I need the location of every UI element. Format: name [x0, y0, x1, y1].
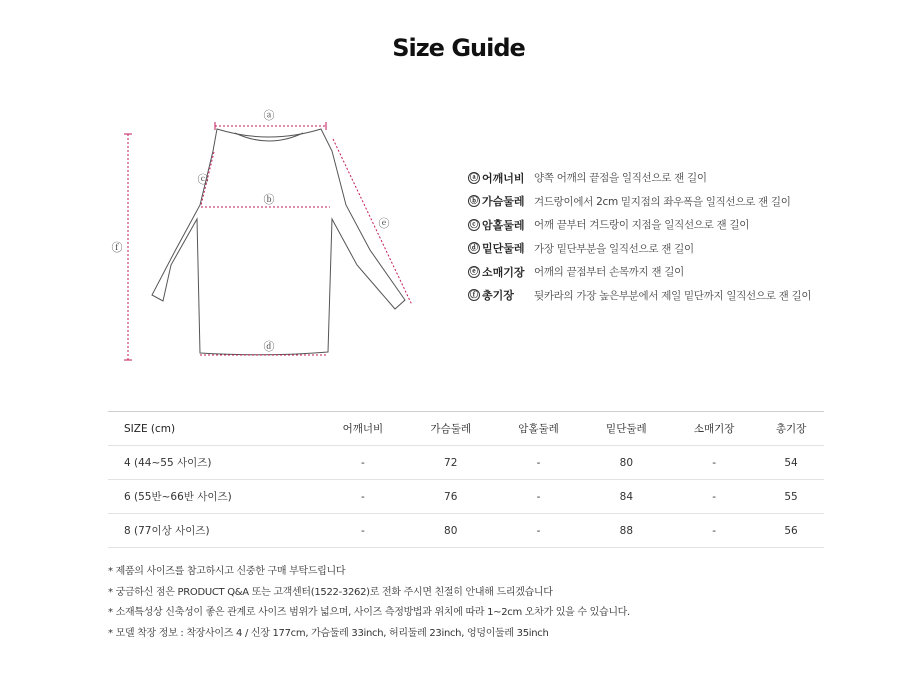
page-title: Size Guide	[392, 34, 525, 62]
diagram-label-f: ⓕ	[111, 241, 123, 254]
table-cell: -	[319, 446, 407, 480]
legend-term: 밑단둘레	[482, 242, 525, 256]
table-cell: 72	[407, 446, 495, 480]
legend-desc: 어깨의 끝점부터 손목까지 잰 길이	[534, 266, 684, 279]
legend-item	[468, 284, 811, 308]
table-header-row	[108, 412, 824, 446]
table-cell: -	[495, 446, 583, 480]
note-line: * 궁금하신 점은 PRODUCT Q&A 또는 고객센터(1522-3262)로 전화 주시면 친절히 안내해 드리겠습니다	[108, 586, 553, 598]
table-cell: -	[319, 480, 407, 514]
legend-mark: ⓔ	[470, 266, 478, 276]
legend-term: 암홀둘레	[482, 218, 525, 232]
legend-item	[468, 260, 811, 284]
table-cell: -	[495, 480, 583, 514]
legend-item	[468, 213, 811, 237]
note-line: * 제품의 사이즈를 참고하시고 신중한 구매 부탁드립니다	[108, 566, 346, 577]
table-cell: 6 (55반~66반 사이즈)	[108, 480, 319, 514]
diagram-label-c: ⓒ	[197, 173, 209, 186]
table-cell: 88	[582, 514, 670, 548]
diagram-label-b: ⓑ	[263, 193, 275, 206]
legend-item	[468, 237, 811, 261]
legend-desc: 양쪽 어깨의 끝점을 일직선으로 잰 길이	[534, 172, 707, 185]
table-cell: -	[670, 480, 758, 514]
legend-term: 총기장	[482, 289, 514, 303]
column-header: 총기장	[758, 412, 824, 446]
table-cell: 76	[407, 480, 495, 514]
garment-diagram	[105, 105, 425, 370]
table-cell: -	[495, 514, 583, 548]
table-cell: 55	[758, 480, 824, 514]
legend-desc: 가장 밑단부분을 일직선으로 잰 길이	[534, 242, 694, 255]
table-cell: -	[319, 514, 407, 548]
table-row	[108, 480, 824, 514]
column-header: 어깨너비	[319, 412, 407, 446]
table-cell: 80	[407, 514, 495, 548]
legend-mark: ⓓ	[470, 243, 478, 253]
column-header: 암홀둘레	[495, 412, 583, 446]
diagram-label-e: ⓔ	[378, 217, 390, 230]
legend-mark: ⓕ	[470, 290, 478, 300]
note-line: * 소재특성상 신축성이 좋은 관계로 사이즈 범위가 넓으며, 사이즈 측정방법과 위치에 따라 1~2cm 오차가 있을 수 있습니다.	[108, 607, 630, 618]
legend-item	[468, 190, 811, 214]
measurement-legend	[468, 166, 811, 307]
column-header: 밑단둘레	[582, 412, 670, 446]
diagram-label-d: ⓓ	[263, 340, 275, 353]
table-cell: 8 (77이상 사이즈)	[108, 514, 319, 548]
garment-outline	[152, 129, 405, 355]
table-cell: -	[670, 514, 758, 548]
guide-line-e	[333, 139, 412, 305]
column-header: SIZE (cm)	[108, 412, 319, 446]
legend-mark: ⓑ	[470, 196, 478, 206]
legend-desc: 어깨 끝부터 겨드랑이 지점을 일직선으로 잰 길이	[534, 219, 750, 232]
table-row	[108, 446, 824, 480]
legend-term: 어깨너비	[482, 171, 525, 185]
table-cell: -	[670, 446, 758, 480]
table-cell: 80	[582, 446, 670, 480]
legend-desc: 겨드랑이에서 2cm 밑지점의 좌우폭을 일직선으로 잰 길이	[534, 195, 791, 208]
table-cell: 54	[758, 446, 824, 480]
table-cell: 84	[582, 480, 670, 514]
legend-desc: 뒷카라의 가장 높은부분에서 제일 밑단까지 일직선으로 잰 길이	[534, 289, 812, 302]
column-header: 소매기장	[670, 412, 758, 446]
diagram-label-a: ⓐ	[263, 109, 275, 122]
legend-mark: ⓐ	[470, 172, 478, 182]
legend-item	[468, 166, 811, 190]
table-cell: 56	[758, 514, 824, 548]
notes-section	[108, 562, 630, 644]
legend-term: 가슴둘레	[482, 195, 525, 209]
size-table	[108, 411, 824, 548]
note-line: * 모델 착장 정보 : 착장사이즈 4 / 신장 177cm, 가슴둘레 33inch, 허리둘레 23inch, 엉덩이둘레 35inch	[108, 627, 549, 639]
table-row	[108, 514, 824, 548]
legend-mark: ⓒ	[470, 219, 478, 229]
legend-term: 소매기장	[482, 265, 525, 279]
table-cell: 4 (44~55 사이즈)	[108, 446, 319, 480]
column-header: 가슴둘레	[407, 412, 495, 446]
